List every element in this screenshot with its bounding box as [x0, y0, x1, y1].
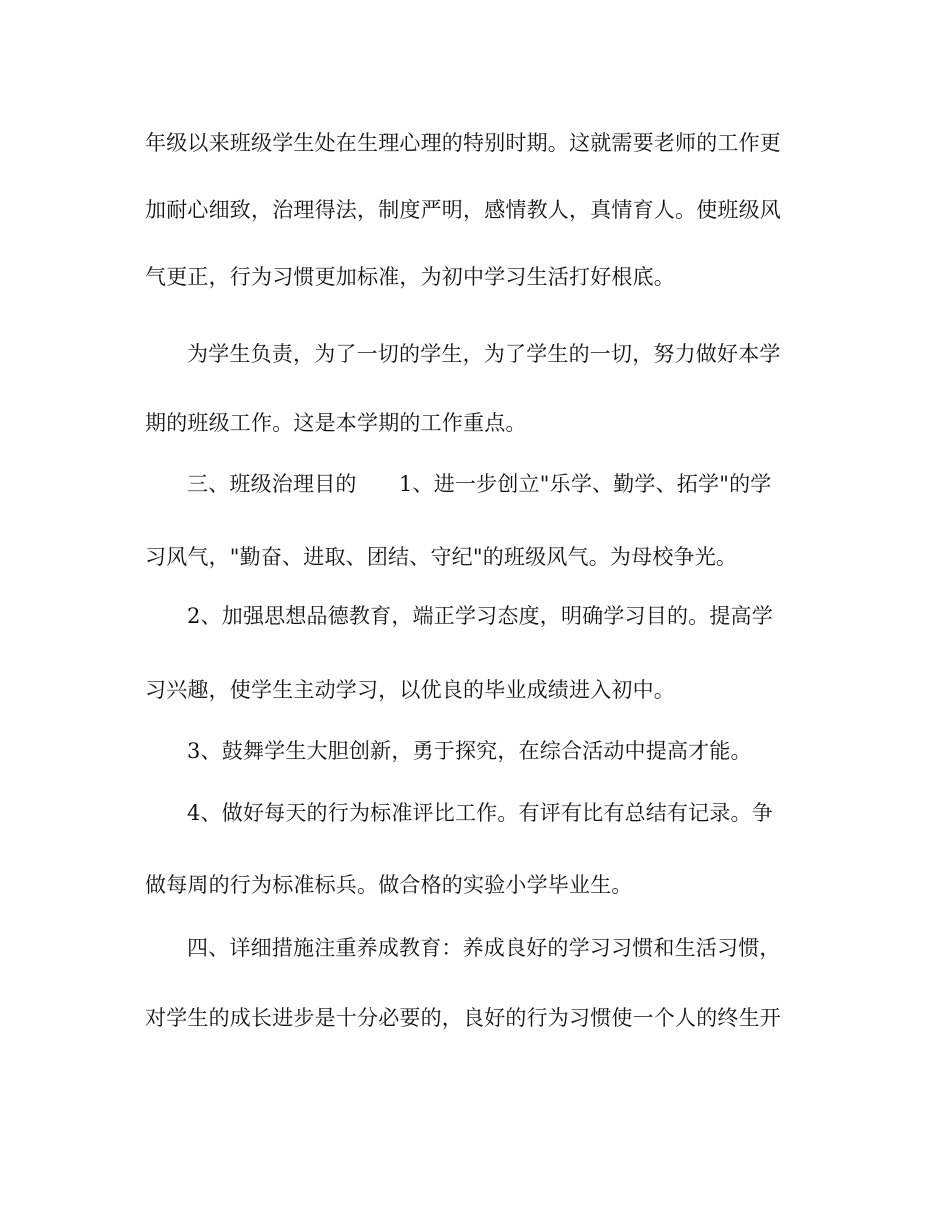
paragraph-line: 习兴趣，使学生主动学习，以优良的毕业成绩进入初中。 — [145, 678, 675, 702]
paragraph-line: 4、做好每天的行为标准评比工作。有评有比有总结有记录。争 — [187, 801, 773, 825]
paragraph-line: 四、详细措施注重养成教育：养成良好的学习习惯和生活习惯， — [187, 936, 781, 960]
paragraph-line: 2、加强思想品德教育，端正学习态度，明确学习目的。提高学 — [187, 604, 773, 628]
paragraph-line: 为学生负责，为了一切的学生，为了学生的一切，努力做好本学 — [187, 342, 781, 366]
paragraph-line: 做每周的行为标准标兵。做合格的实验小学毕业生。 — [145, 873, 633, 897]
paragraph-line: 气更正，行为习惯更加标准，为初中学习生活打好根底。 — [145, 265, 675, 289]
paragraph-line: 年级以来班级学生处在生理心理的特别时期。这就需要老师的工作更 — [145, 131, 781, 155]
paragraph-line: 加耐心细致，治理得法，制度严明，感情教人，真情育人。使班级风 — [145, 198, 781, 222]
paragraph-line: 三、班级治理目的 1、进一步创立"乐学、勤学、拓学"的学 — [187, 472, 772, 496]
paragraph-line: 期的班级工作。这是本学期的工作重点。 — [145, 411, 527, 435]
paragraph-line: 对学生的成长进步是十分必要的，良好的行为习惯使一个人的终生开 — [145, 1006, 781, 1030]
paragraph-line: 习风气，"勤奋、进取、团结、守纪"的班级风气。为母校争光。 — [145, 545, 738, 569]
paragraph-line: 3、鼓舞学生大胆创新，勇于探究，在综合活动中提高才能。 — [187, 739, 752, 763]
